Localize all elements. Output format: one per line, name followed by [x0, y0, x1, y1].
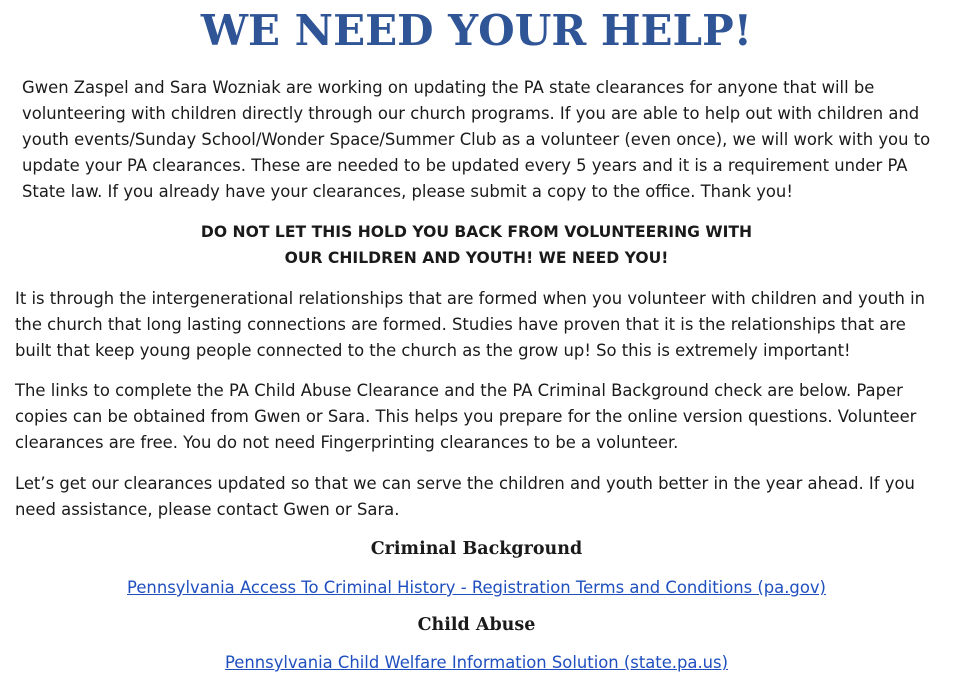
emphasis-line-2: OUR CHILDREN AND YOUTH! WE NEED YOU! [284, 249, 669, 267]
criminal-background-link[interactable]: Pennsylvania Access To Criminal History - Registration Terms and Conditions (pa.gov) [127, 578, 826, 597]
emphasis-line-1: DO NOT LET THIS HOLD YOU BACK FROM VOLUNTEERING WITH [200, 223, 753, 241]
update-call-paragraph: Let’s get our clearances updated so that we can serve the children and youth better in the year ahead. If you need assistance, please contact Gwen or Sara. [15, 474, 915, 519]
page-title: WE NEED YOUR HELP! [200, 6, 753, 55]
child-abuse-link-row [0, 650, 953, 676]
relationships-paragraph: It is through the intergenerational relationships that are formed when you volunteer with children and youth in the church that long lasting connections are formed. Studies have proven that it is the relationships that are built that keep young people connected to the church as the grow up! So this is extremely important! [15, 289, 926, 360]
criminal-background-heading: Criminal Background [370, 539, 583, 559]
child-abuse-link[interactable]: Pennsylvania Child Welfare Information Solution (state.pa.us) [225, 653, 728, 672]
child-abuse-heading: Child Abuse [417, 615, 536, 635]
intro-paragraph: Gwen Zaspel and Sara Wozniak are working on updating the PA state clearances for anyone that will be volunteering with children directly through our church programs. If you are able to help out with children and youth events/Sunday School/Wonder Space/Summer Club as a volunteer (even once), we will work with you to update your PA clearances. These are needed to be updated every 5 years and it is a requirement under PA State law. If you already have your clearances, please submit a copy to the office. Thank you! [22, 78, 931, 201]
criminal-background-link-row [0, 575, 953, 601]
links-info-paragraph: The links to complete the PA Child Abuse Clearance and the PA Criminal Background check are below. Paper copies can be obtained from Gwen or Sara. This helps you prepare for the online version questions. Volunteer clearances are free. You do not need Fingerprinting clearances to be a volunteer. [15, 381, 917, 452]
